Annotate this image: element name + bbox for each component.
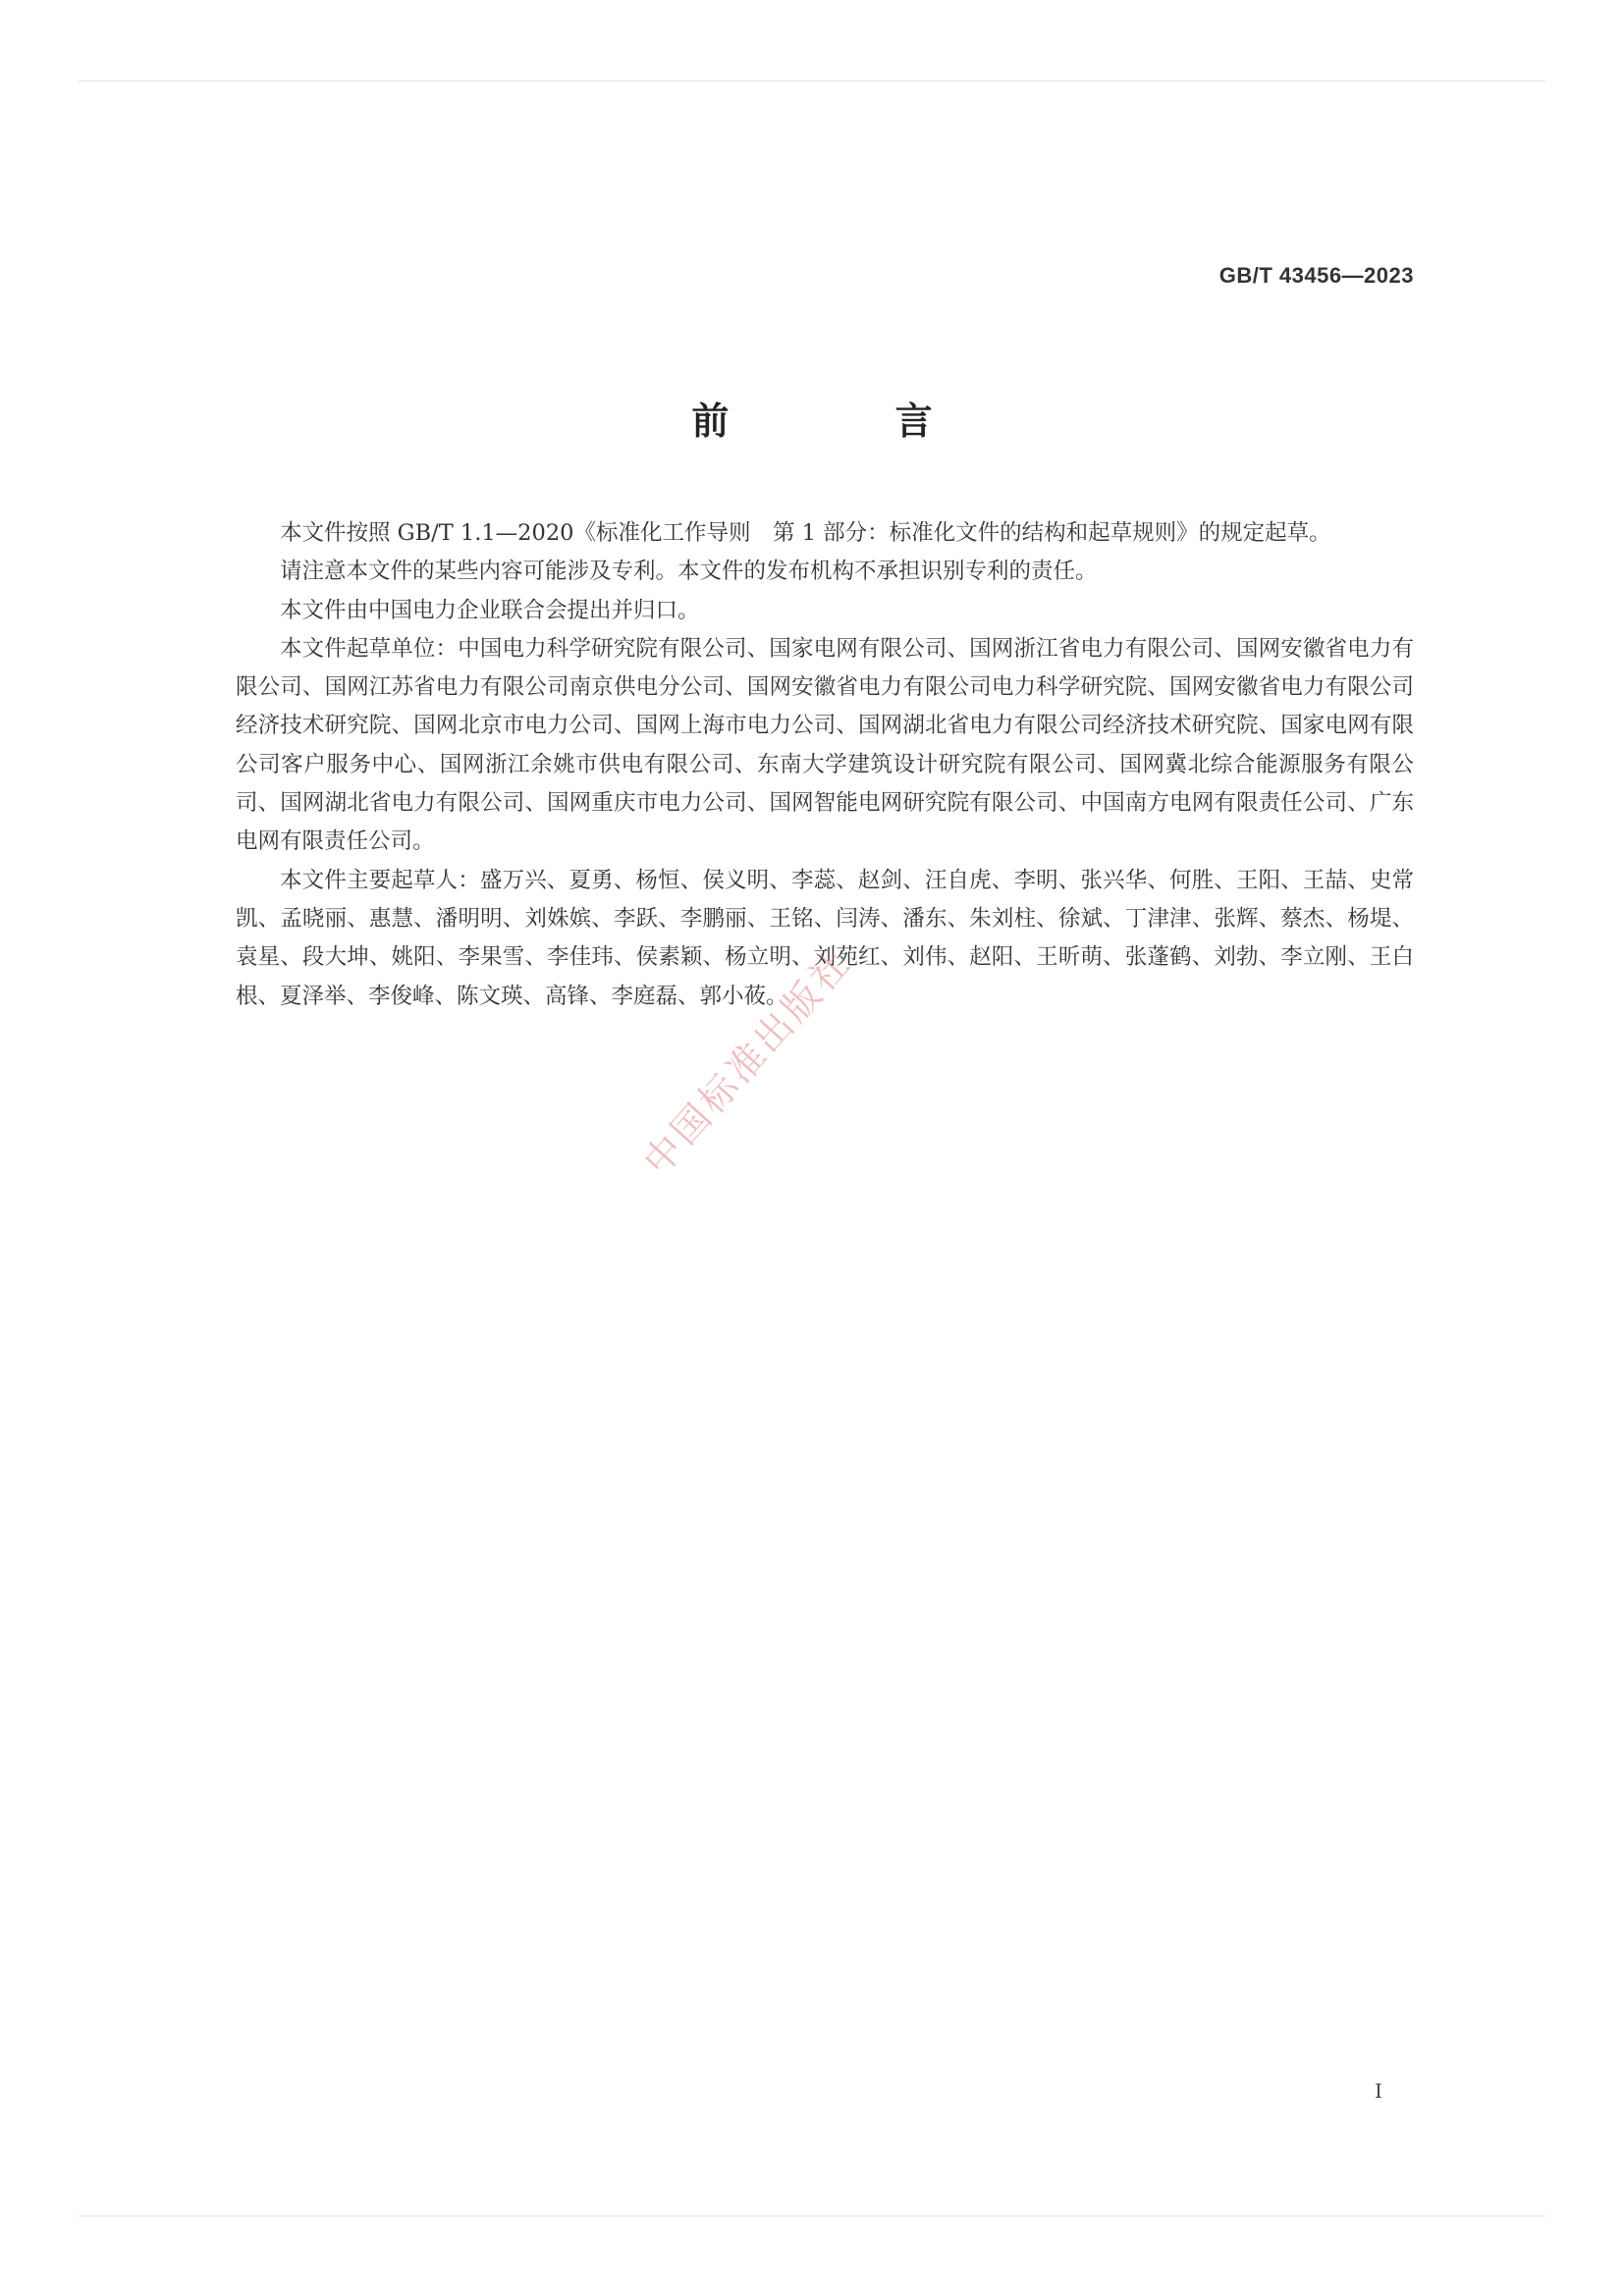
publisher-watermark: 中国标准出版社 xyxy=(634,939,861,1184)
page-number: I xyxy=(1375,2079,1382,2103)
paragraph-drafting-rules: 本文件按照 GB/T 1.1—2020《标准化工作导则 第 1 部分：标准化文件的结构和起草规则》的规定起草。 xyxy=(280,520,1331,546)
top-divider xyxy=(79,80,1545,81)
paragraph-patent-notice: 请注意本文件的某些内容可能涉及专利。本文件的发布机构不承担识别专利的责任。 xyxy=(280,559,1098,585)
foreword-body xyxy=(236,514,1414,1016)
paragraph-drafting-units: 本文件起草单位：中国电力科学研究院有限公司、国家电网有限公司、国网浙江省电力有限公司、国网安徽省电力有限公司、国网江苏省电力有限公司南京供电分公司、国网安徽省电力有限公司电力科学研究院、国网安徽省电力有限公司经济技术研究院、国网北京市电力公司、国网上海市电力公司、国网湖北省电力有限公司经济技术研究院、国家电网有限公司客户服务中心、国网浙江余姚市供电有限公司、东南大学建筑设计研究院有限公司、国网冀北综合能源服务有限公司、国网湖北省电力有限公司、国网重庆市电力公司、国网智能电网研究院有限公司、中国南方电网有限责任公司、广东电网有限责任公司。 xyxy=(236,635,1414,855)
standard-code: GB/T 43456—2023 xyxy=(1218,263,1414,288)
page-title: 前 言 xyxy=(691,400,1009,443)
paragraph-proposer: 本文件由中国电力企业联合会提出并归口。 xyxy=(280,597,700,623)
paragraph-drafters: 本文件主要起草人：盛万兴、夏勇、杨恒、侯义明、李蕊、赵剑、汪自虎、李明、张兴华、何胜、王阳、王喆、史常凯、孟晓丽、惠慧、潘明明、刘姝嫔、李跃、李鹏丽、王铭、闫涛、潘东、朱刘柱、徐斌、丁津津、张辉、蔡杰、杨堤、袁星、段大坤、姚阳、李果雪、李佳玮、侯素颖、杨立明、刘苑红、刘伟、赵阳、王昕萌、张蓬鹤、刘勃、李立刚、王白根、夏泽举、李俊峰、陈文瑛、高锋、李庭磊、郭小莜。 xyxy=(236,867,1414,1009)
